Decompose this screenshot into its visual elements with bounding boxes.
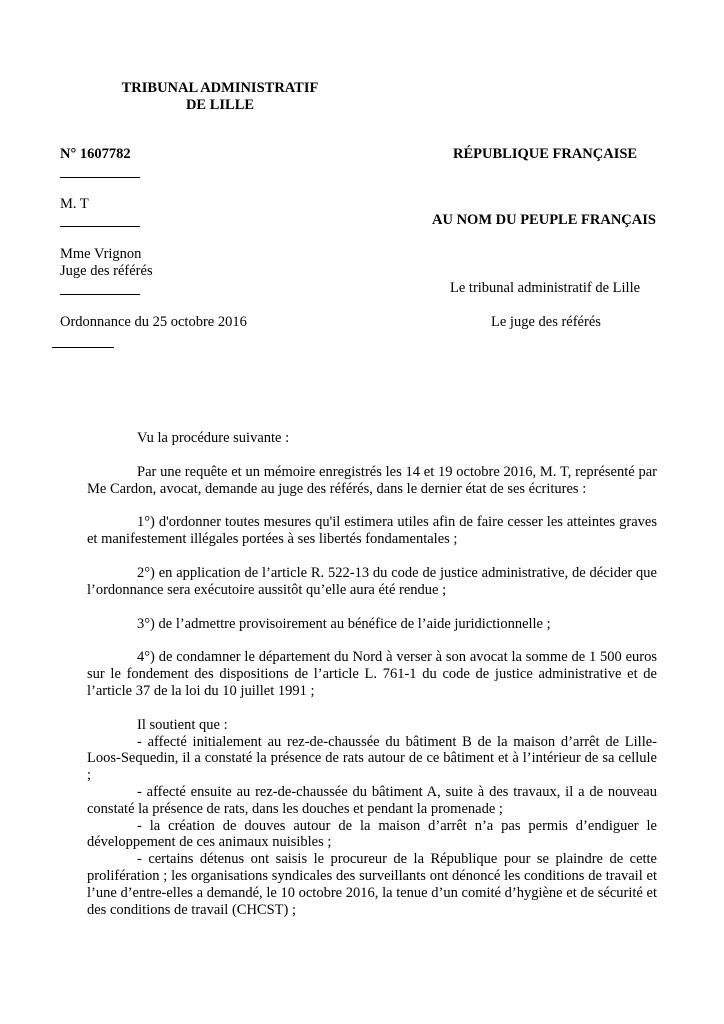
judge-name: Mme Vrignon bbox=[60, 246, 142, 262]
bullet-item: - la création de douves autour de la maison d’arrêt n’a pas permis d’endiguer le développement de ces animaux nuisibles ; bbox=[87, 817, 657, 851]
judge-role: Juge des référés bbox=[60, 263, 153, 279]
body-paragraph: 4°) de condamner le département du Nord à verser à son avocat la somme de 1 500 euros sur le fondement des dispositions de l’article L. 761-1 du code de justice administrative et de l’article 37 de la loi du 10 juillet 1991 ; bbox=[87, 649, 657, 699]
court-name-line2: DE LILLE bbox=[185, 97, 255, 113]
separator-line bbox=[52, 347, 114, 348]
body-paragraph: Vu la procédure suivante : bbox=[137, 430, 290, 446]
body-paragraph: 3°) de l’admettre provisoirement au bénéfice de l’aide juridictionnelle ; bbox=[137, 615, 551, 632]
body-paragraph: Par une requête et un mémoire enregistrés les 14 et 19 octobre 2016, M. T, représenté par Me Cardon, avocat, demande au juge des référés, dans le dernier état de ses écritures : bbox=[87, 463, 657, 497]
court-name-line1: TRIBUNAL ADMINISTRATIF bbox=[121, 80, 319, 96]
tribunal-line: Le tribunal administratif de Lille bbox=[450, 280, 641, 296]
court-name bbox=[100, 80, 340, 114]
in-the-name-title: AU NOM DU PEUPLE FRANÇAIS bbox=[432, 212, 656, 228]
judge-line: Le juge des référés bbox=[491, 314, 601, 330]
bullet-item: - certains détenus ont saisis le procureur de la République pour se plaindre de cette prolifération ; les organisations syndicales des surveillants ont dénoncé les conditions de travail et l’une d’entre-elles a demandé, le 10 octobre 2016, la tenue d’un comité d’hygiène et de sécurité et des conditions de travail (CHCST) ; bbox=[87, 851, 657, 918]
bullet-item: - affecté initialement au rez-de-chaussée du bâtiment B de la maison d’arrêt de Lille-Loos-Sequedin, il a constaté la présence de rats autour de ce bâtiment et à l’intérieur de sa cellule ; bbox=[87, 733, 657, 784]
party-name: M. T bbox=[60, 196, 89, 212]
bullet-item: - affecté ensuite au rez-de-chaussée du bâtiment A, suite à des travaux, il a de nouveau constaté la présence de rats, dans les douches et pendant la promenade ; bbox=[87, 783, 657, 817]
separator-line bbox=[60, 294, 140, 295]
document-body bbox=[87, 430, 657, 918]
case-number: N° 1607782 bbox=[60, 146, 131, 162]
body-paragraph: Il soutient que : bbox=[137, 716, 228, 733]
body-paragraph: 1°) d'ordonner toutes mesures qu'il estimera utiles afin de faire cesser les atteintes graves et manifestement illégales portées à ses libertés fondamentales ; bbox=[87, 514, 657, 548]
separator-line bbox=[60, 177, 140, 178]
body-paragraph: 2°) en application de l’article R. 522-13 du code de justice administrative, de décider que l’ordonnance sera exécutoire aussitôt qu’elle aura été rendue ; bbox=[87, 564, 657, 598]
ordonnance-date: Ordonnance du 25 octobre 2016 bbox=[60, 314, 247, 330]
separator-line bbox=[60, 226, 140, 227]
republic-title: RÉPUBLIQUE FRANÇAISE bbox=[453, 146, 638, 162]
